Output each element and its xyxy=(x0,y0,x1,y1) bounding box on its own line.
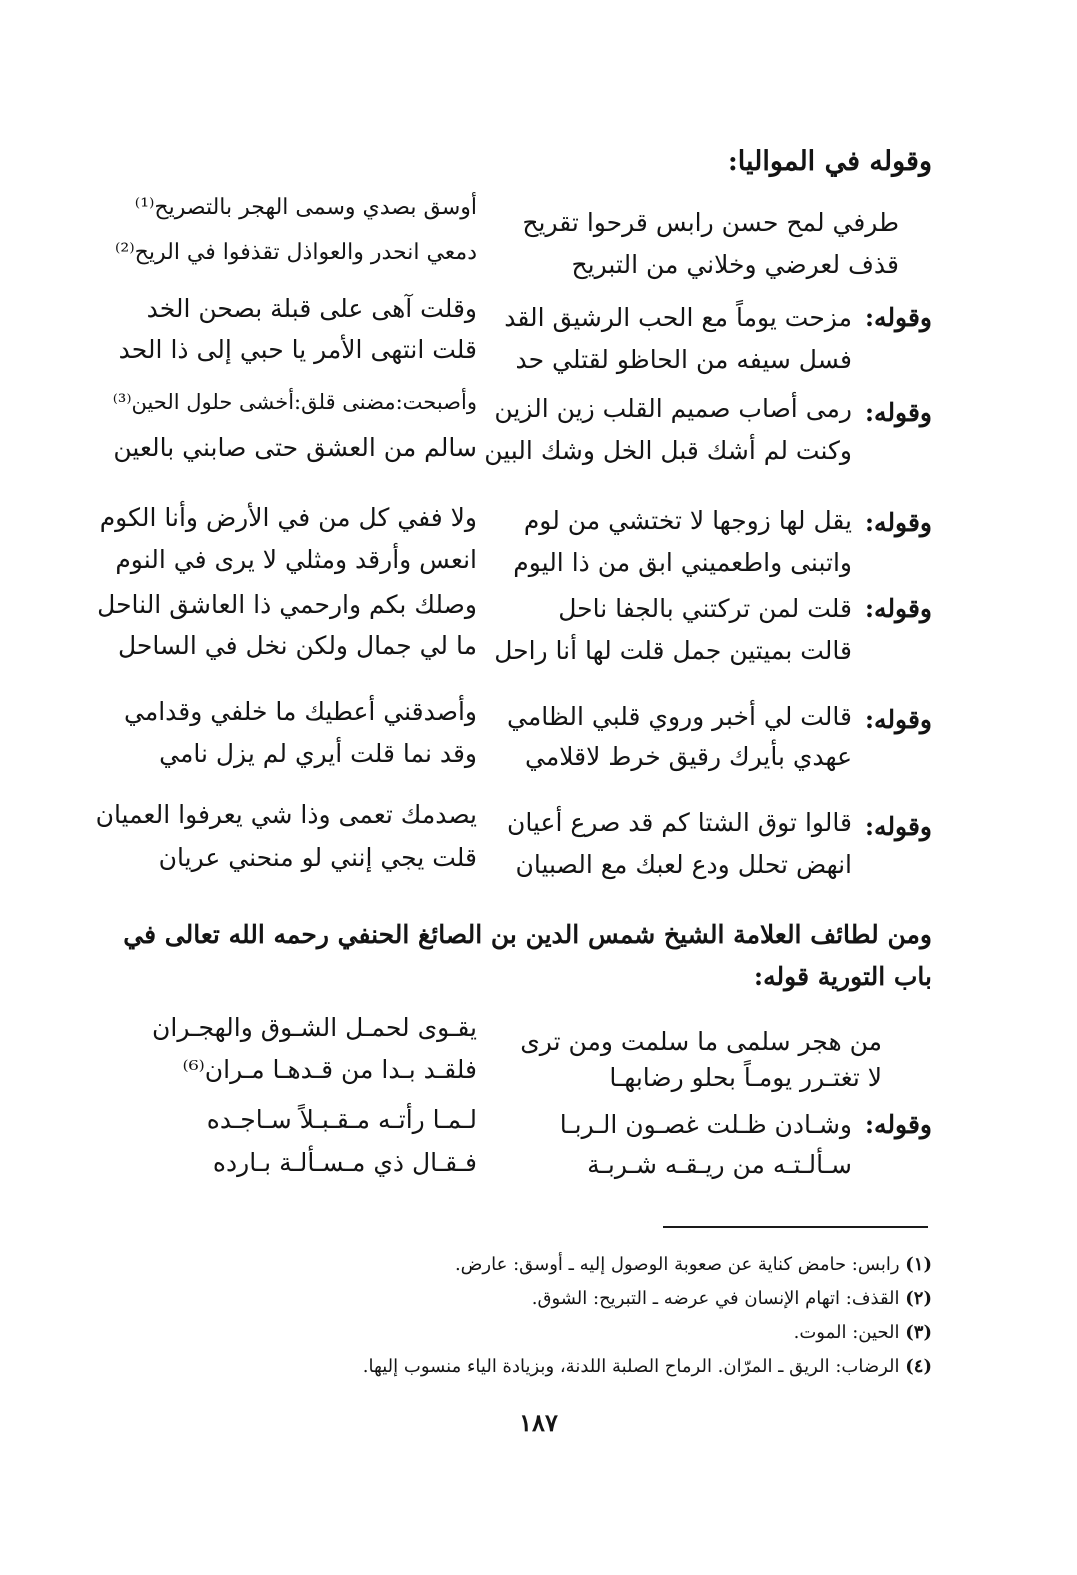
footnote-text: الرضاب: الريق ـ المرّان. الرماح الصلبة اللدنة، وبزيادة الياء منسوب إليها. xyxy=(362,1356,900,1377)
verse-line: وشـادن ظـلت غصـون الـربـا xyxy=(559,1110,852,1139)
verse-line: وكنت لم أشك قبل الخل وشك البين xyxy=(484,436,852,465)
footnote xyxy=(532,1288,932,1309)
verse-line: وصلك بكم وارحمي ذا العاشق الناحل xyxy=(97,590,477,619)
footnote-number: (٣) xyxy=(905,1322,932,1343)
verse-line: وقلت آهى على قبلة بصحن الخد xyxy=(146,294,477,323)
verse-intro: وقوله: xyxy=(864,812,932,841)
footnote xyxy=(455,1254,932,1275)
verse-line: من هجر سلمى ما سلمت ومن ترى xyxy=(520,1027,882,1056)
verse-intro: وقوله: xyxy=(864,1110,932,1139)
verse-line: ما لي جمال ولكن نخل في الساحل xyxy=(117,631,477,660)
verse-line: قالت لي أخبر وروي قلبي الظامي xyxy=(507,702,852,731)
prose-paragraph: ومن لطائف العلامة الشيخ شمس الدين بن الصائغ الحنفي رحمه الله تعالى في باب التورية قوله: xyxy=(123,920,932,991)
verse-line: أوسق بصدي وسمى الهجر بالتصريح⁽¹⁾ xyxy=(134,195,477,220)
verse-intro: وقوله: xyxy=(864,303,932,332)
verse-line: عهدي بأيرك رقيق خرط لاقلامي xyxy=(525,742,852,771)
verse-line: قالت بميتين جمل قلت لها أنا راحل xyxy=(494,636,852,665)
footnote-text: الحين: الموت. xyxy=(793,1322,900,1343)
verse-line: قالوا توق الشتا كم قد صرع أعيان xyxy=(507,808,852,837)
verse-line: انهض تحلل ودع لعبك مع الصبيان xyxy=(515,850,852,879)
verse-intro: وقوله: xyxy=(864,594,932,623)
verse-line: طرفي لمح حسن رابس قرحوا تقريح xyxy=(522,208,899,237)
footnote-number: (٢) xyxy=(905,1288,932,1309)
footnote-text: رابس: حامض كناية عن صعوبة الوصول إليه ـ أوسق: عارض. xyxy=(454,1254,900,1275)
verse-line: وأصبحت:مضنى قلق:أخشى حلول الحين⁽³⁾ xyxy=(112,390,477,414)
verse-line: سالم من العشق حتى صابني بالعين xyxy=(113,433,477,462)
verse-line: فلقـد بـدا من قـدهـا مـران⁽⁶⁾ xyxy=(182,1055,477,1084)
footnote-number: (١) xyxy=(905,1254,932,1275)
verse-line: انعس وأرقد ومثلي لا يرى في النوم xyxy=(115,545,477,574)
verse-line: فسل سيفه من الحاظو لقتلي حد xyxy=(515,345,852,374)
verse-line: لا تغتـرر يومـاً بحلو رضابهـا xyxy=(609,1063,882,1092)
verse-line: فـقـال ذي مـسـألـة بـارده xyxy=(212,1148,477,1177)
page-number: ١٨٧ xyxy=(519,1408,558,1437)
footnote-text: القذف: اتهام الإنسان في عرضه ـ التبريح: الشوق. xyxy=(531,1288,900,1309)
verse-line: قلت لمن تركتني بالجفا ناحل xyxy=(558,594,852,623)
footnote-number: (٤) xyxy=(905,1356,932,1377)
verse-line: يقـوى لحمـل الشـوق والهجـران xyxy=(152,1013,477,1042)
verse-line: يصدمك تعمى وذا شي يعرفوا العميان xyxy=(95,800,477,829)
verse-line: قلت انتهى الأمر يا حبي إلى ذا الحد xyxy=(118,335,477,364)
verse-line: ولا ففي كل من في الأرض وأنا الكوم xyxy=(99,503,477,532)
section-heading: وقوله في المواليا: xyxy=(727,146,932,177)
footnote xyxy=(363,1356,932,1377)
verse-line: رمى أصاب صميم القلب زين الزين xyxy=(494,394,852,423)
verse-line: لـمـا رأتـه مـقـبـلاً سـاجـده xyxy=(206,1105,477,1134)
verse-line: مزحت يوماً مع الحب الرشيق القد xyxy=(504,303,852,332)
verse-intro: وقوله: xyxy=(864,398,932,427)
footnote xyxy=(794,1322,932,1343)
verse-intro: وقوله: xyxy=(864,508,932,537)
verse-line: سـألـتـه من ريـقـه شـربـة xyxy=(587,1150,852,1179)
verse-line: دمعي انحدر والعواذل تقذفوا في الريح⁽²⁾ xyxy=(115,240,477,265)
verse-line: قذف لعرضي وخلاني من التبريح xyxy=(571,250,899,279)
footnote-divider xyxy=(663,1226,928,1228)
verse-line: وأصدقني أعطيك ما خلفي وقدامي xyxy=(123,697,477,726)
verse-intro: وقوله: xyxy=(864,705,932,734)
verse-line: وقد نما قلت أيري لم يزل نامي xyxy=(159,739,477,768)
verse-line: قلت يجي إنني لو منحني عريان xyxy=(158,843,477,872)
verse-line: يقل لها زوجها لا تختشي من لوم xyxy=(523,506,852,535)
verse-line: واتبنى واطعميني ابق من ذا اليوم xyxy=(513,548,852,577)
